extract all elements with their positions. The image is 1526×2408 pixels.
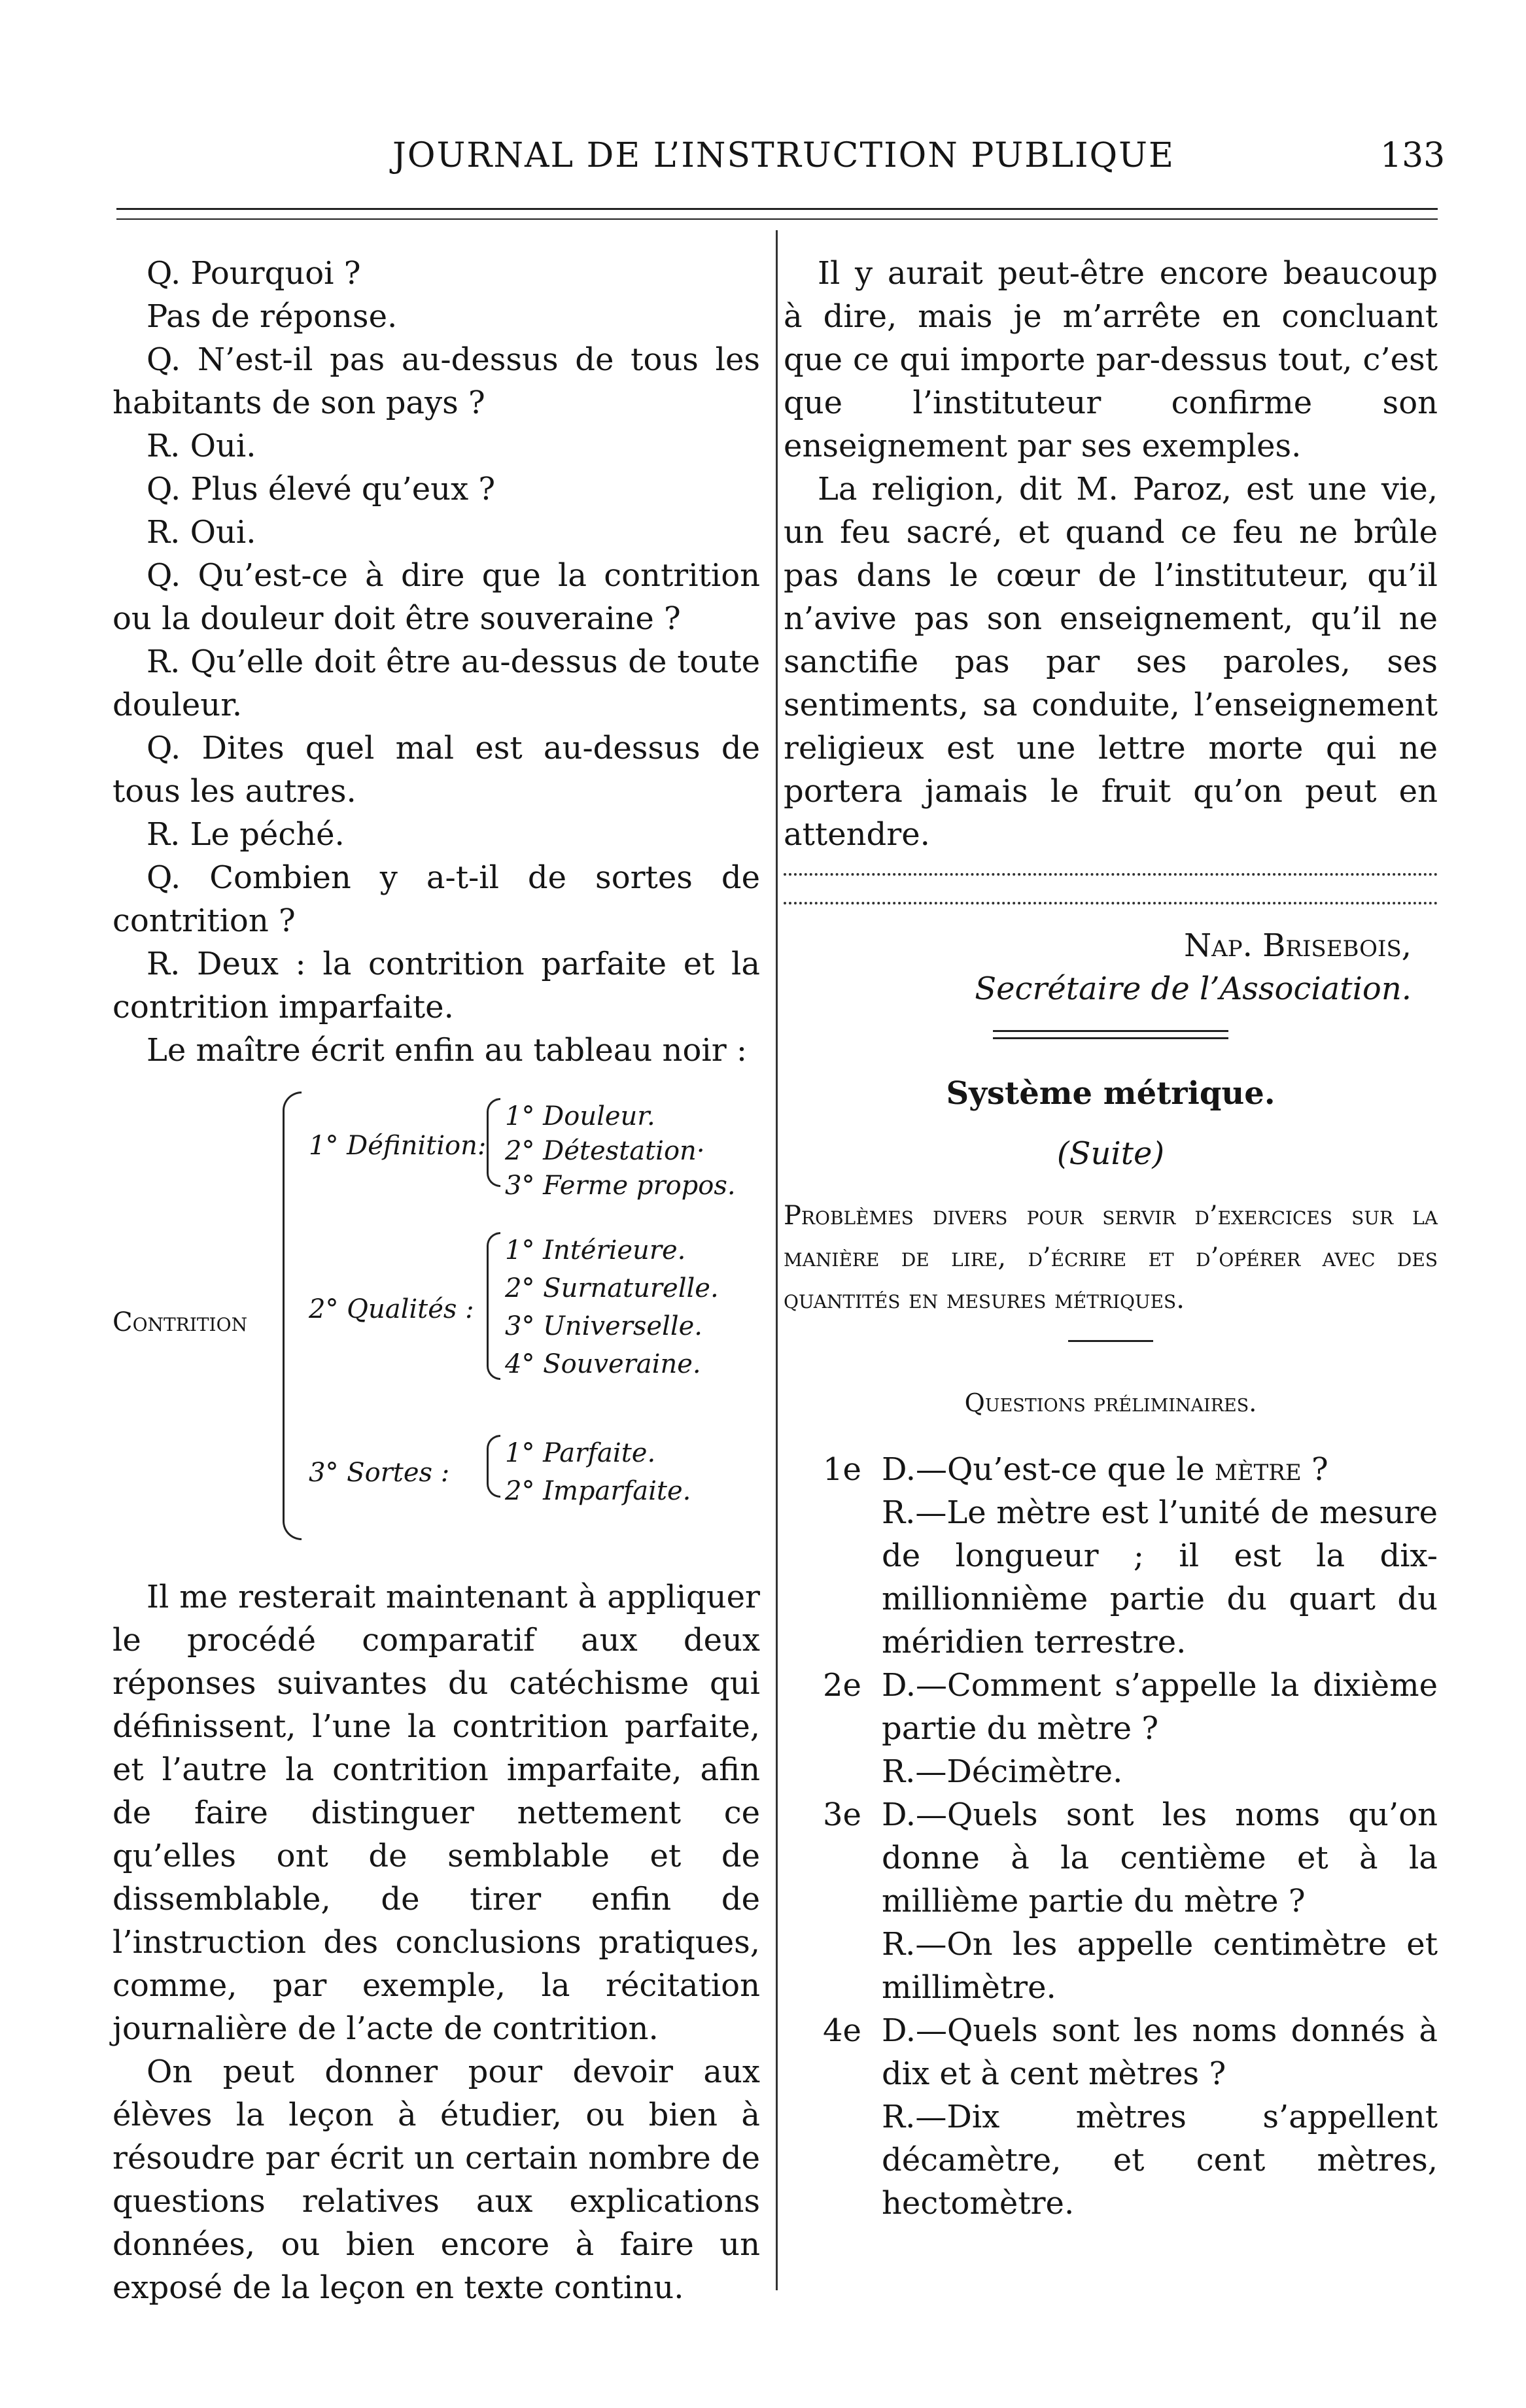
signature-name: Nap. Brisebois, <box>1184 927 1412 964</box>
answer-text: R.—Décimètre. <box>882 1753 1123 1790</box>
qa-line: R. Deux : la contrition parfaite et la contrition imparfaite. <box>113 946 760 1025</box>
answer-text: R.—On les appelle centimètre et millimètre. <box>882 1926 1438 2006</box>
qa-line: Q. N’est-il pas au-dessus de tous les habitants de son pays ? <box>113 341 760 421</box>
right-column <box>784 252 1438 2225</box>
tableau-qual-item: 4° Souveraine. <box>505 1349 701 1379</box>
tableau-qual-item: 1° Intérieure. <box>505 1235 686 1265</box>
question-text <box>882 1448 1438 1491</box>
tableau-main-label: Contrition <box>113 1307 248 1337</box>
tableau-def-item: 2° Détestation· <box>505 1136 705 1166</box>
tableau-qual-label: 2° Qualités : <box>309 1294 474 1324</box>
qa-line: Q. Qu’est-ce à dire que la contrition ou la douleur doit être souveraine ? <box>113 557 760 637</box>
left-column <box>113 252 760 2309</box>
question-list <box>784 1448 1438 2225</box>
qa-line: Pas de réponse. <box>147 298 398 335</box>
tableau-brace-qual <box>487 1232 500 1380</box>
tableau-qual-item: 3° Universelle. <box>505 1311 702 1341</box>
tableau-def-label <box>309 1124 486 1167</box>
running-header: JOURNAL DE L’INSTRUCTION PUBLIQUE <box>392 136 1175 175</box>
qa-line: R. Le péché. <box>147 816 345 853</box>
section-title: Système métrique. <box>946 1075 1275 1112</box>
column-divider <box>776 230 778 2290</box>
body-paragraph: Il y aurait peut-être encore beaucoup à dire, mais je m’arrête en concluant que ce qui importe par-dessus tout, c’est que l’instituteur confirme son enseignement par ses exemples. <box>784 255 1438 464</box>
tableau-brace-def <box>487 1098 500 1187</box>
tableau-def-item: 3° Ferme propos. <box>505 1171 736 1201</box>
question-text: D.—Comment s’appelle la dixième partie du mètre ? <box>882 1667 1438 1747</box>
header-rule-thin <box>116 218 1438 220</box>
qa-line: R. Qu’elle doit être au-dessus de toute douleur. <box>113 644 760 723</box>
tableau-brace-sort <box>487 1435 500 1498</box>
qa-line: R. Oui. <box>147 428 256 464</box>
tableau-brace-main <box>283 1092 302 1540</box>
question-number: 4e <box>823 2012 861 2049</box>
answer-text: R.—Dix mètres s’appellent décamètre, et cent mètres, hectomètre. <box>882 2099 1438 2222</box>
tableau-def-label-text: 1° Définition: <box>309 1131 487 1161</box>
header-rule <box>116 208 1438 210</box>
qa-line: Q. Plus élevé qu’eux ? <box>147 471 496 507</box>
question-item <box>784 1664 1438 1793</box>
tableau-intro: Le maître écrit enfin au tableau noir : <box>147 1032 748 1069</box>
dotted-rule <box>784 873 1438 876</box>
qa-line: Q. Pourquoi ? <box>147 255 361 292</box>
section-suite: (Suite) <box>1056 1135 1165 1172</box>
tableau-sort-item: 2° Imparfaite. <box>505 1476 691 1506</box>
signature-role: Secrétaire de l’Association. <box>975 971 1412 1007</box>
question-number: 1e <box>823 1451 861 1488</box>
page-number: 133 <box>1380 136 1446 175</box>
qa-line: Q. Combien y a-t-il de sortes de contrition ? <box>113 859 760 939</box>
body-paragraph: La religion, dit M. Paroz, est une vie, un feu sacré, et quand ce feu ne brûle pas dans le cœur de l’instituteur, qu’il n’avive pas son enseignement, qu’il ne sanctifie pas par ses paroles, ses sentiments, sa conduite, l’enseignement religieux est une lettre morte qui ne portera jamais le fruit qu’on peut en attendre. <box>784 471 1438 853</box>
question-number: 2e <box>823 1667 861 1704</box>
tableau-def-item: 1° Douleur. <box>505 1101 655 1131</box>
question-item <box>784 1793 1438 2009</box>
contrition-tableau <box>113 1085 760 1556</box>
question-suffix: ? <box>1301 1451 1328 1488</box>
question-number: 3e <box>823 1797 861 1833</box>
body-paragraph: On peut donner pour devoir aux élèves la leçon à étudier, ou bien à résoudre par écrit un certain nombre de questions relatives aux explications données, ou bien encore à faire un exposé de la leçon en texte continu. <box>113 2054 760 2306</box>
tableau-qual-item: 2° Surnaturelle. <box>505 1273 719 1303</box>
tableau-sort-item: 1° Parfaite. <box>505 1438 656 1468</box>
question-prefix: D.—Qu’est-ce que le <box>882 1451 1215 1488</box>
body-paragraph: Il me resterait maintenant à appliquer le procédé comparatif aux deux réponses suivantes du catéchisme qui définissent, l’une la contrition parfaite, et l’autre la contrition imparfaite, afin de faire distinguer nettement ce qu’elles ont de semblable et de dissemblable, de tirer enfin de l’instruction des conclusions pratiques, comme, par exemple, la récitation journalière de l’acte de contrition. <box>113 1579 760 2047</box>
tableau-sort-label: 3° Sortes : <box>309 1458 450 1488</box>
section-double-rule <box>993 1030 1228 1039</box>
prelim-heading: Questions préliminaires. <box>964 1388 1257 1417</box>
signature <box>784 924 1438 1010</box>
short-rule <box>1068 1340 1153 1342</box>
question-keyword: mètre <box>1214 1451 1302 1488</box>
section-subtitle: Problèmes divers pour servir d’exercices sur la manière de lire, d’écrire et d’opérer avec des quantités en mesures métriques. <box>784 1201 1438 1315</box>
qa-line: R. Oui. <box>147 514 256 551</box>
question-item <box>784 1448 1438 1664</box>
qa-line: Q. Dites quel mal est au-dessus de tous les autres. <box>113 730 760 810</box>
dotted-rule <box>784 902 1438 904</box>
question-item <box>784 2009 1438 2225</box>
question-text: D.—Quels sont les noms donnés à dix et à cent mètres ? <box>882 2012 1438 2092</box>
question-text: D.—Quels sont les noms qu’on donne à la centième et à la millième partie du mètre ? <box>882 1797 1438 1919</box>
answer-text: R.—Le mètre est l’unité de mesure de longueur ; il est la dix-millionnième partie du quart du méridien terrestre. <box>882 1494 1438 1660</box>
